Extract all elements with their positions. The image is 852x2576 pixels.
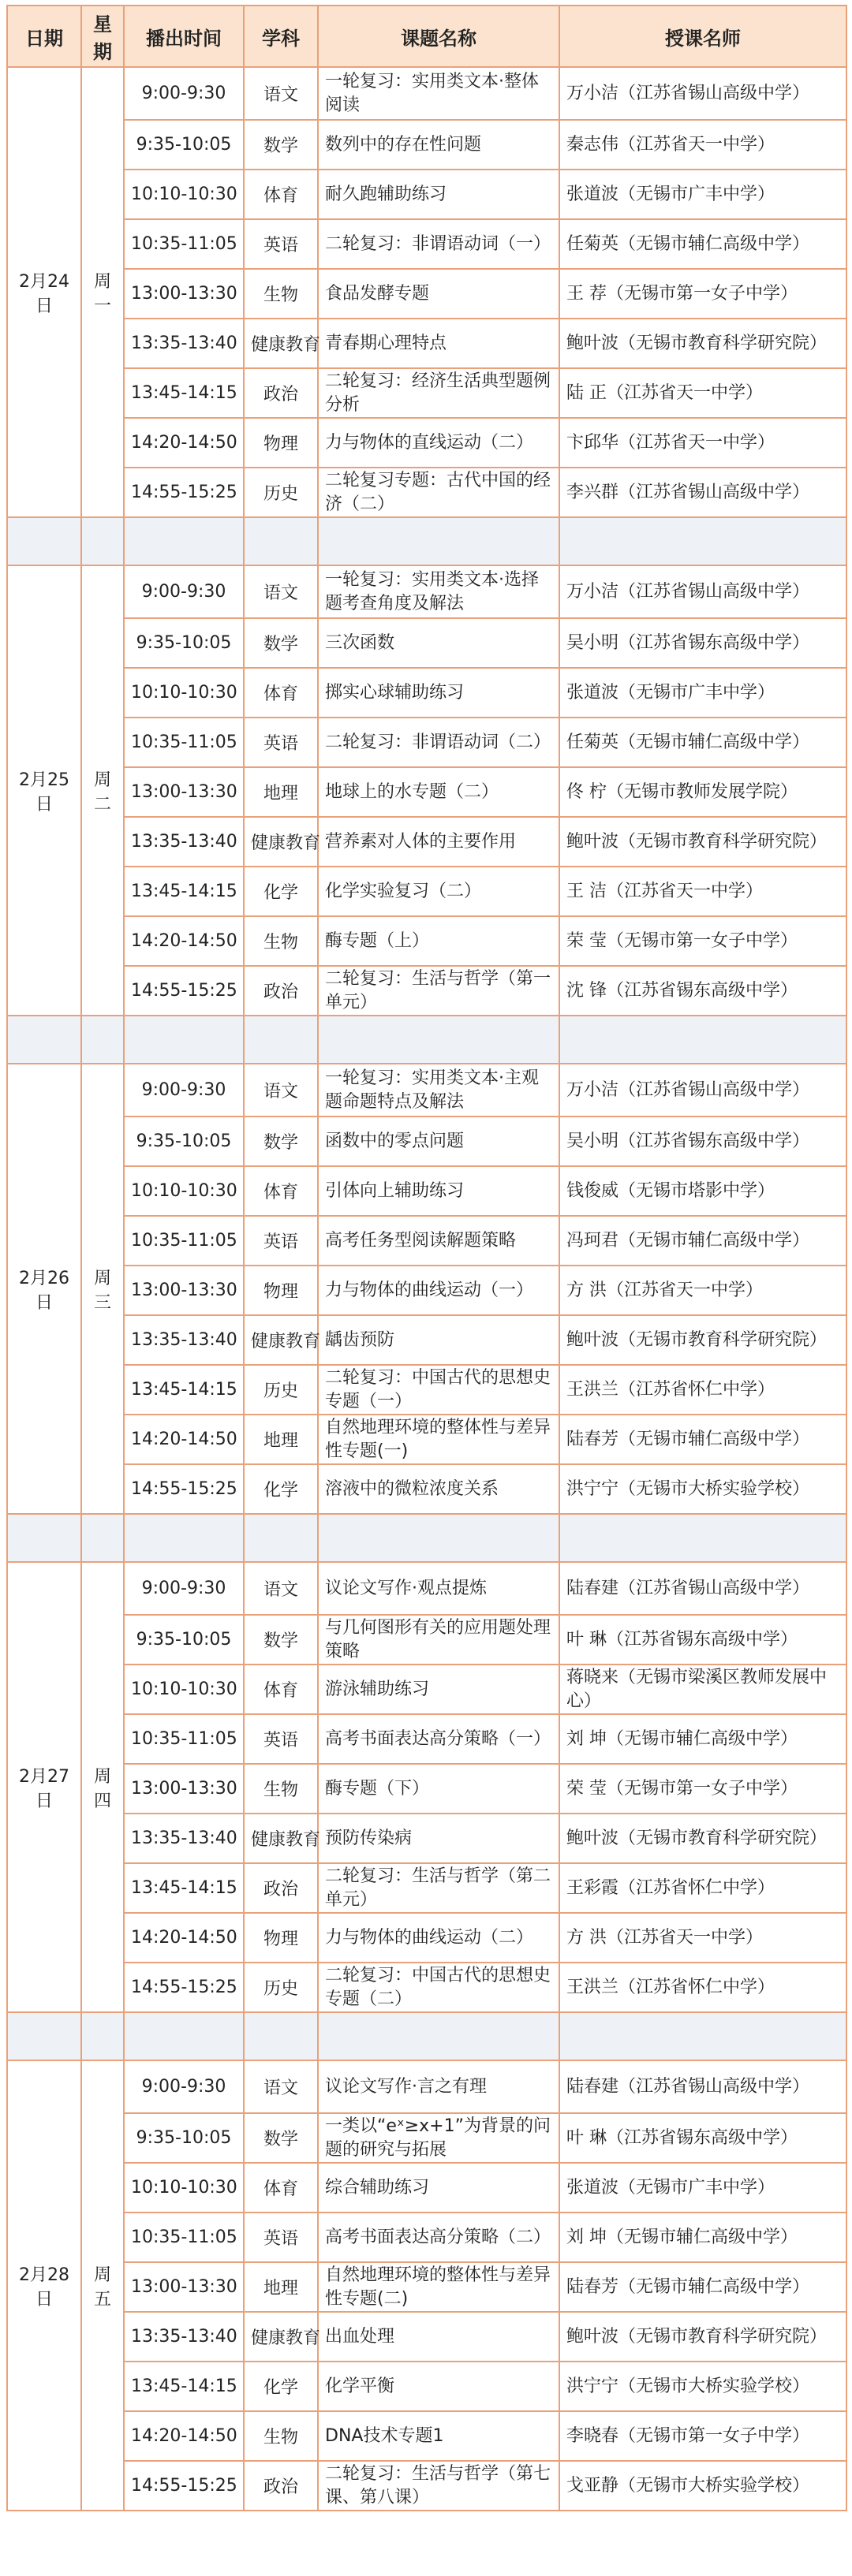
subject-name: 数学 [244,1615,318,1665]
lesson-topic: 高考书面表达高分策略（一） [318,1714,559,1764]
teacher-name: 刘 坤（无锡市辅仁高级中学） [559,2213,846,2262]
lesson-topic: 二轮复习：非谓语动词（二） [318,718,559,767]
header-subject: 学科 [244,6,318,67]
subject-name: 化学 [244,2362,318,2411]
lesson-topic: 二轮复习：生活与哲学（第七课、第八课） [318,2461,559,2511]
teacher-name: 方 洪（江苏省天一中学） [559,1913,846,1963]
separator-cell [244,517,318,565]
subject-name: 语文 [244,1562,318,1615]
header-teacher: 授课名师 [559,6,846,67]
teacher-name: 陆春建（江苏省锡山高级中学） [559,2060,846,2113]
lesson-topic: 高考书面表达高分策略（二） [318,2213,559,2262]
lesson-topic: 龋齿预防 [318,1315,559,1365]
lesson-topic: 数列中的存在性问题 [318,120,559,170]
day-weekday: 周二 [81,565,124,1016]
teacher-name: 万小洁（江苏省锡山高级中学） [559,67,846,120]
schedule-row [7,1615,846,1665]
schedule-row [7,1415,846,1464]
schedule-row [7,2060,846,2113]
subject-name: 英语 [244,1714,318,1764]
broadcast-time: 13:00-13:30 [124,1764,244,1814]
broadcast-time: 14:55-15:25 [124,1963,244,2012]
header-topic: 课题名称 [318,6,559,67]
subject-name: 语文 [244,565,318,618]
separator-cell [81,2012,124,2060]
schedule-row [7,170,846,219]
subject-name: 生物 [244,916,318,966]
lesson-topic: 酶专题（下） [318,1764,559,1814]
separator-cell [318,517,559,565]
lesson-topic: 自然地理环境的整体性与差异性专题(一) [318,1415,559,1464]
broadcast-time: 13:45-14:15 [124,1863,244,1913]
teacher-name: 任菊英（无锡市辅仁高级中学） [559,718,846,767]
subject-name: 数学 [244,2113,318,2163]
broadcast-time: 14:55-15:25 [124,1464,244,1514]
lesson-topic: 高考任务型阅读解题策略 [318,1216,559,1266]
teacher-name: 冯珂君（无锡市辅仁高级中学） [559,1216,846,1266]
schedule-row [7,2213,846,2262]
teacher-name: 万小洁（江苏省锡山高级中学） [559,1064,846,1117]
header-row [7,6,846,67]
subject-name: 体育 [244,1665,318,1714]
broadcast-time: 10:35-11:05 [124,1714,244,1764]
schedule-row [7,2163,846,2213]
subject-name: 地理 [244,767,318,817]
separator-cell [124,2012,244,2060]
teacher-name: 王洪兰（江苏省怀仁中学） [559,1963,846,2012]
separator-cell [7,517,81,565]
subject-name: 数学 [244,1117,318,1166]
broadcast-time: 9:35-10:05 [124,1615,244,1665]
separator-cell [81,517,124,565]
separator-cell [559,1514,846,1562]
schedule-row [7,368,846,418]
lesson-topic: 议论文写作·言之有理 [318,2060,559,2113]
broadcast-time: 14:20-14:50 [124,1415,244,1464]
broadcast-time: 10:10-10:30 [124,668,244,718]
teacher-name: 李晓春（无锡市第一女子中学） [559,2411,846,2461]
broadcast-time: 14:20-14:50 [124,916,244,966]
lesson-topic: 二轮复习：中国古代的思想史专题（二） [318,1963,559,2012]
subject-name: 数学 [244,120,318,170]
schedule-row [7,418,846,468]
subject-name: 健康教育 [244,319,318,368]
broadcast-time: 14:55-15:25 [124,468,244,517]
subject-name: 英语 [244,1216,318,1266]
schedule-row [7,2411,846,2461]
schedule-row [7,668,846,718]
day-date: 2月28日 [7,2060,81,2511]
teacher-name: 张道波（无锡市广丰中学） [559,170,846,219]
day-weekday: 周三 [81,1064,124,1514]
broadcast-time: 14:20-14:50 [124,1913,244,1963]
subject-name: 生物 [244,269,318,319]
schedule-row [7,966,846,1016]
broadcast-time: 10:35-11:05 [124,2213,244,2262]
schedule-row [7,767,846,817]
header-weekday: 星期 [81,6,124,67]
broadcast-time: 10:10-10:30 [124,1665,244,1714]
subject-name: 化学 [244,867,318,916]
teacher-name: 卞邱华（江苏省天一中学） [559,418,846,468]
schedule-row [7,1665,846,1714]
day-weekday: 周一 [81,67,124,517]
schedule-row [7,618,846,668]
separator-cell [318,2012,559,2060]
teacher-name: 鲍叶波（无锡市教育科学研究院） [559,1814,846,1863]
schedule-row [7,718,846,767]
day-date: 2月27日 [7,1562,81,2012]
schedule-row [7,1963,846,2012]
teacher-name: 陆春建（江苏省锡山高级中学） [559,1562,846,1615]
schedule-row [7,1562,846,1615]
lesson-topic: 溶液中的微粒浓度关系 [318,1464,559,1514]
subject-name: 英语 [244,219,318,269]
schedule-row [7,817,846,867]
teacher-name: 陆 正（江苏省天一中学） [559,368,846,418]
subject-name: 物理 [244,418,318,468]
lesson-topic: 力与物体的直线运动（二） [318,418,559,468]
subject-name: 体育 [244,170,318,219]
subject-name: 数学 [244,618,318,668]
broadcast-time: 13:35-13:40 [124,817,244,867]
separator-cell [559,2012,846,2060]
lesson-topic: 一类以“eˣ≥x+1”为背景的问题的研究与拓展 [318,2113,559,2163]
teacher-name: 鲍叶波（无锡市教育科学研究院） [559,817,846,867]
teacher-name: 张道波（无锡市广丰中学） [559,2163,846,2213]
schedule-row [7,1166,846,1216]
subject-name: 英语 [244,718,318,767]
broadcast-time: 14:55-15:25 [124,966,244,1016]
broadcast-time: 14:20-14:50 [124,418,244,468]
separator-cell [244,1016,318,1064]
schedule-row [7,565,846,618]
lesson-topic: 二轮复习：中国古代的思想史专题（一） [318,1365,559,1415]
broadcast-time: 13:45-14:15 [124,867,244,916]
teacher-name: 鲍叶波（无锡市教育科学研究院） [559,2312,846,2362]
teacher-name: 张道波（无锡市广丰中学） [559,668,846,718]
subject-name: 语文 [244,67,318,120]
teacher-name: 王洪兰（江苏省怀仁中学） [559,1365,846,1415]
teacher-name: 荣 莹（无锡市第一女子中学） [559,916,846,966]
teacher-name: 沈 锋（江苏省锡东高级中学） [559,966,846,1016]
header-date: 日期 [7,6,81,67]
schedule-row [7,2362,846,2411]
broadcast-time: 13:00-13:30 [124,2262,244,2312]
teacher-name: 戈亚静（无锡市大桥实验学校） [559,2461,846,2511]
schedule-row [7,2262,846,2312]
subject-name: 体育 [244,1166,318,1216]
separator-cell [244,2012,318,2060]
broadcast-time: 13:45-14:15 [124,368,244,418]
lesson-topic: 二轮复习：非谓语动词（一） [318,219,559,269]
lesson-topic: 营养素对人体的主要作用 [318,817,559,867]
broadcast-time: 10:35-11:05 [124,718,244,767]
day-date: 2月25日 [7,565,81,1016]
teacher-name: 叶 琳（江苏省锡东高级中学） [559,1615,846,1665]
broadcast-time: 10:35-11:05 [124,219,244,269]
subject-name: 英语 [244,2213,318,2262]
lesson-topic: 食品发酵专题 [318,269,559,319]
subject-name: 健康教育 [244,1814,318,1863]
schedule-row [7,1216,846,1266]
broadcast-time: 9:00-9:30 [124,2060,244,2113]
schedule-row [7,2312,846,2362]
broadcast-time: 9:00-9:30 [124,565,244,618]
schedule-row [7,916,846,966]
separator-cell [318,1016,559,1064]
lesson-topic: 掷实心球辅助练习 [318,668,559,718]
teacher-name: 鲍叶波（无锡市教育科学研究院） [559,1315,846,1365]
lesson-topic: 一轮复习：实用类文本·选择题考查角度及解法 [318,565,559,618]
lesson-topic: 出血处理 [318,2312,559,2362]
teacher-name: 秦志伟（江苏省天一中学） [559,120,846,170]
teacher-name: 陆春芳（无锡市辅仁高级中学） [559,1415,846,1464]
lesson-topic: 引体向上辅助练习 [318,1166,559,1216]
teacher-name: 蒋晓来（无锡市梁溪区教师发展中心） [559,1665,846,1714]
separator-cell [7,1016,81,1064]
lesson-topic: 二轮复习专题：古代中国的经济（二） [318,468,559,517]
broadcast-schedule-table [6,5,847,2511]
schedule-row [7,67,846,120]
subject-name: 健康教育 [244,817,318,867]
teacher-name: 王彩霞（江苏省怀仁中学） [559,1863,846,1913]
schedule-row [7,1863,846,1913]
teacher-name: 李兴群（江苏省锡山高级中学） [559,468,846,517]
lesson-topic: 函数中的零点问题 [318,1117,559,1166]
separator-cell [7,1514,81,1562]
schedule-row [7,468,846,517]
schedule-row [7,1913,846,1963]
header-time: 播出时间 [124,6,244,67]
schedule-row [7,269,846,319]
subject-name: 政治 [244,2461,318,2511]
broadcast-time: 9:35-10:05 [124,1117,244,1166]
subject-name: 语文 [244,2060,318,2113]
lesson-topic: 地球上的水专题（二） [318,767,559,817]
schedule-row [7,1464,846,1514]
separator-cell [7,2012,81,2060]
lesson-topic: 二轮复习：生活与哲学（第一单元） [318,966,559,1016]
subject-name: 体育 [244,2163,318,2213]
schedule-row [7,1064,846,1117]
day-separator-row [7,1514,846,1562]
lesson-topic: 与几何图形有关的应用题处理策略 [318,1615,559,1665]
day-separator-row [7,2012,846,2060]
lesson-topic: 力与物体的曲线运动（二） [318,1913,559,1963]
teacher-name: 吴小明（江苏省锡东高级中学） [559,1117,846,1166]
schedule-row [7,2461,846,2511]
schedule-row [7,1266,846,1315]
schedule-row [7,2113,846,2163]
teacher-name: 洪宁宁（无锡市大桥实验学校） [559,2362,846,2411]
teacher-name: 刘 坤（无锡市辅仁高级中学） [559,1714,846,1764]
separator-cell [559,517,846,565]
teacher-name: 钱俊威（无锡市塔影中学） [559,1166,846,1216]
broadcast-time: 13:35-13:40 [124,1315,244,1365]
broadcast-time: 9:35-10:05 [124,2113,244,2163]
teacher-name: 荣 莹（无锡市第一女子中学） [559,1764,846,1814]
separator-cell [124,1514,244,1562]
subject-name: 历史 [244,468,318,517]
teacher-name: 万小洁（江苏省锡山高级中学） [559,565,846,618]
day-date: 2月24日 [7,67,81,517]
subject-name: 物理 [244,1266,318,1315]
separator-cell [81,1016,124,1064]
lesson-topic: 预防传染病 [318,1814,559,1863]
teacher-name: 洪宁宁（无锡市大桥实验学校） [559,1464,846,1514]
lesson-topic: 一轮复习：实用类文本·主观题命题特点及解法 [318,1064,559,1117]
broadcast-time: 9:00-9:30 [124,1562,244,1615]
lesson-topic: 综合辅助练习 [318,2163,559,2213]
schedule-row [7,1365,846,1415]
teacher-name: 任菊英（无锡市辅仁高级中学） [559,219,846,269]
schedule-row [7,1117,846,1166]
broadcast-time: 9:35-10:05 [124,120,244,170]
lesson-topic: 酶专题（上） [318,916,559,966]
broadcast-time: 14:20-14:50 [124,2411,244,2461]
teacher-name: 吴小明（江苏省锡东高级中学） [559,618,846,668]
schedule-row [7,1764,846,1814]
subject-name: 生物 [244,2411,318,2461]
teacher-name: 陆春芳（无锡市辅仁高级中学） [559,2262,846,2312]
broadcast-time: 10:35-11:05 [124,1216,244,1266]
subject-name: 化学 [244,1464,318,1514]
separator-cell [559,1016,846,1064]
lesson-topic: 自然地理环境的整体性与差异性专题(二) [318,2262,559,2312]
subject-name: 政治 [244,966,318,1016]
separator-cell [244,1514,318,1562]
lesson-topic: 青春期心理特点 [318,319,559,368]
broadcast-time: 13:45-14:15 [124,1365,244,1415]
broadcast-time: 13:00-13:30 [124,1266,244,1315]
separator-cell [124,517,244,565]
day-separator-row [7,517,846,565]
lesson-topic: 化学实验复习（二） [318,867,559,916]
lesson-topic: DNA技术专题1 [318,2411,559,2461]
broadcast-time: 13:00-13:30 [124,767,244,817]
subject-name: 历史 [244,1365,318,1415]
subject-name: 语文 [244,1064,318,1117]
subject-name: 健康教育 [244,1315,318,1365]
broadcast-time: 14:55-15:25 [124,2461,244,2511]
teacher-name: 方 洪（江苏省天一中学） [559,1266,846,1315]
separator-cell [124,1016,244,1064]
separator-cell [318,1514,559,1562]
day-weekday: 周五 [81,2060,124,2511]
subject-name: 地理 [244,2262,318,2312]
day-date: 2月26日 [7,1064,81,1514]
schedule-row [7,1714,846,1764]
broadcast-time: 9:00-9:30 [124,67,244,120]
lesson-topic: 力与物体的曲线运动（一） [318,1266,559,1315]
broadcast-time: 13:35-13:40 [124,1814,244,1863]
lesson-topic: 化学平衡 [318,2362,559,2411]
teacher-name: 王 荐（无锡市第一女子中学） [559,269,846,319]
lesson-topic: 游泳辅助练习 [318,1665,559,1714]
separator-cell [81,1514,124,1562]
broadcast-time: 13:45-14:15 [124,2362,244,2411]
subject-name: 政治 [244,1863,318,1913]
schedule-row [7,120,846,170]
subject-name: 政治 [244,368,318,418]
day-separator-row [7,1016,846,1064]
teacher-name: 鲍叶波（无锡市教育科学研究院） [559,319,846,368]
lesson-topic: 耐久跑辅助练习 [318,170,559,219]
lesson-topic: 二轮复习：生活与哲学（第二单元） [318,1863,559,1913]
broadcast-time: 13:35-13:40 [124,2312,244,2362]
teacher-name: 佟 柠（无锡市教师发展学院） [559,767,846,817]
subject-name: 历史 [244,1963,318,2012]
subject-name: 物理 [244,1913,318,1963]
broadcast-time: 9:00-9:30 [124,1064,244,1117]
teacher-name: 王 洁（江苏省天一中学） [559,867,846,916]
lesson-topic: 一轮复习：实用类文本·整体阅读 [318,67,559,120]
day-weekday: 周四 [81,1562,124,2012]
lesson-topic: 议论文写作·观点提炼 [318,1562,559,1615]
broadcast-time: 9:35-10:05 [124,618,244,668]
broadcast-time: 10:10-10:30 [124,2163,244,2213]
subject-name: 地理 [244,1415,318,1464]
broadcast-time: 13:35-13:40 [124,319,244,368]
subject-name: 生物 [244,1764,318,1814]
schedule-row [7,219,846,269]
broadcast-time: 10:10-10:30 [124,170,244,219]
teacher-name: 叶 琳（江苏省锡东高级中学） [559,2113,846,2163]
schedule-row [7,1315,846,1365]
lesson-topic: 三次函数 [318,618,559,668]
subject-name: 体育 [244,668,318,718]
schedule-row [7,319,846,368]
broadcast-time: 10:10-10:30 [124,1166,244,1216]
schedule-row [7,867,846,916]
subject-name: 健康教育 [244,2312,318,2362]
schedule-row [7,1814,846,1863]
broadcast-time: 13:00-13:30 [124,269,244,319]
lesson-topic: 二轮复习：经济生活典型题例分析 [318,368,559,418]
